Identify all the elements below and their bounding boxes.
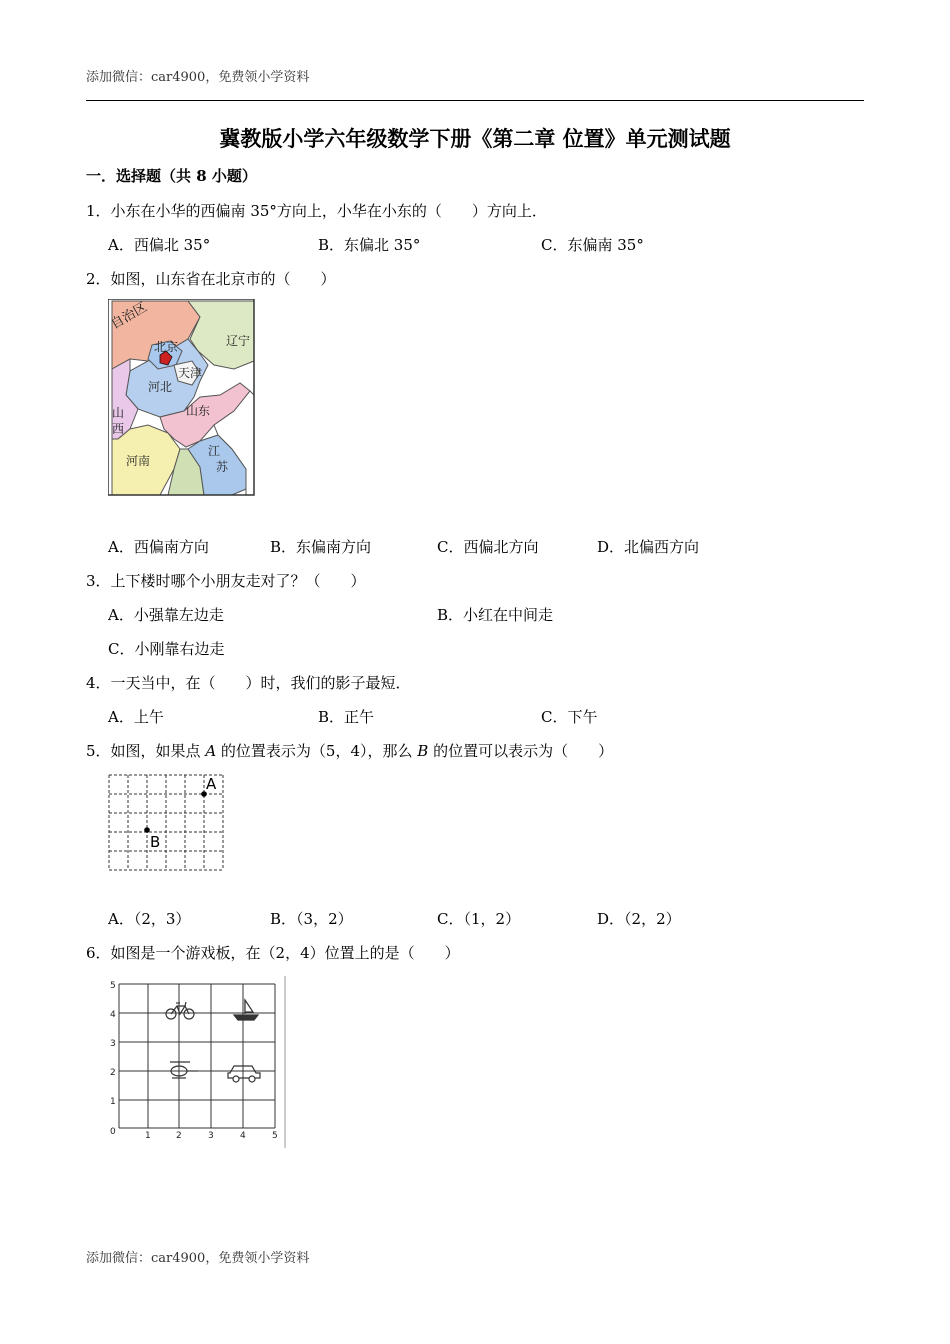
footer-note: 添加微信：car4900，免费领小学资料 bbox=[86, 1251, 310, 1266]
question-5-option-c: C．（1，2） bbox=[437, 910, 521, 928]
question-5-option-d: D．（2，2） bbox=[597, 910, 681, 928]
y-tick-5: 5 bbox=[110, 981, 116, 991]
question-5-option-a: A．（2，3） bbox=[108, 910, 191, 928]
map-label-beijing: 北京 bbox=[154, 340, 179, 354]
shandong-beijing-map bbox=[108, 299, 260, 499]
sailboat-icon bbox=[234, 1000, 258, 1020]
question-6-stem: 6．如图是一个游戏板，在（2，4）位置上的是（ ） bbox=[86, 944, 460, 962]
question-3-option-b: B．小红在中间走 bbox=[437, 606, 554, 624]
section-heading: 一．选择题（共 8 小题） bbox=[86, 167, 257, 185]
car-icon bbox=[228, 1066, 260, 1082]
question-3-option-c: C．小刚靠右边走 bbox=[108, 640, 225, 658]
map-label-shandong: 山东 bbox=[186, 404, 211, 418]
question-2-option-c: C．西偏北方向 bbox=[437, 538, 539, 556]
question-4-option-b: B．正午 bbox=[318, 708, 375, 726]
y-tick-2: 2 bbox=[110, 1068, 116, 1078]
x-tick-2: 2 bbox=[176, 1131, 182, 1141]
map-label-jiangsu-1: 江 bbox=[208, 444, 221, 458]
map-label-liaoning: 辽宁 bbox=[226, 334, 251, 348]
map-label-shanxi-1: 山 bbox=[112, 406, 125, 420]
question-2-option-d: D．北偏西方向 bbox=[597, 538, 700, 556]
helicopter-icon bbox=[170, 1062, 198, 1078]
map-label-shanxi-2: 西 bbox=[112, 422, 125, 436]
grid-label-b: B bbox=[150, 833, 161, 851]
x-tick-1: 1 bbox=[145, 1131, 151, 1141]
question-4-stem: 4．一天当中，在（ ）时，我们的影子最短． bbox=[86, 674, 411, 692]
question-2-stem: 2．如图，山东省在北京市的（ ） bbox=[86, 270, 336, 288]
header-note: 添加微信：car4900，免费领小学资料 bbox=[86, 70, 310, 85]
point-grid-figure bbox=[106, 772, 226, 874]
question-1-stem: 1．小东在小华的西偏南 35°方向上，小华在小东的（ ）方向上． bbox=[86, 202, 547, 220]
x-tick-4: 4 bbox=[240, 1131, 246, 1141]
game-board-figure bbox=[106, 972, 288, 1148]
question-1-option-b: B．东偏北 35° bbox=[318, 236, 421, 254]
question-1-option-a: A．西偏北 35° bbox=[108, 236, 211, 254]
bicycle-icon bbox=[166, 1002, 194, 1019]
x-tick-3: 3 bbox=[208, 1131, 214, 1141]
question-4-option-a: A．上午 bbox=[108, 708, 164, 726]
grid-point-b bbox=[144, 827, 150, 833]
question-2-option-a: A．西偏南方向 bbox=[108, 538, 209, 556]
question-3-option-a: A．小强靠左边走 bbox=[108, 606, 224, 624]
grid-label-a: A bbox=[206, 775, 217, 793]
y-tick-1: 1 bbox=[110, 1097, 116, 1107]
origin-tick: 0 bbox=[110, 1127, 116, 1137]
question-5-stem: 5．如图，如果点 A 的位置表示为（5，4），那么 B 的位置可以表示为（ ） bbox=[86, 742, 614, 760]
question-1-option-c: C．东偏南 35° bbox=[541, 236, 644, 254]
question-2-option-b: B．东偏南方向 bbox=[270, 538, 372, 556]
header-divider bbox=[86, 100, 864, 101]
map-label-hebei: 河北 bbox=[148, 380, 173, 394]
map-label-henan: 河南 bbox=[126, 454, 151, 468]
x-tick-5: 5 bbox=[272, 1131, 278, 1141]
y-tick-4: 4 bbox=[110, 1010, 116, 1020]
question-5-option-b: B．（3，2） bbox=[270, 910, 353, 928]
map-label-jiangsu-2: 苏 bbox=[216, 460, 229, 474]
question-4-option-c: C．下午 bbox=[541, 708, 598, 726]
question-3-stem: 3．上下楼时哪个小朋友走对了？（ ） bbox=[86, 572, 366, 590]
map-label-tianjin: 天津 bbox=[178, 366, 203, 380]
page-title: 冀教版小学六年级数学下册《第二章 位置》单元测试题 bbox=[219, 126, 731, 151]
y-tick-3: 3 bbox=[110, 1039, 116, 1049]
map-label-inner-mongolia: 自治区 bbox=[108, 299, 150, 333]
